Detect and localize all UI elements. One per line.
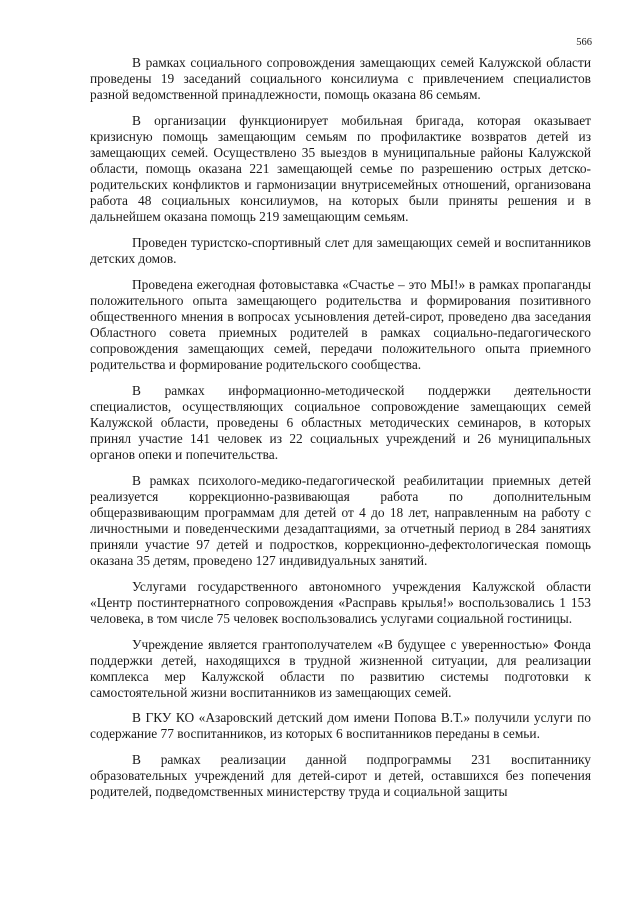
paragraph-photo-exhibition: Проведена ежегодная фотовыставка «Счастье – это МЫ!» в рамках пропаганды положительного опыта замещающего родительства и формирования позитивного общественного мнения в вопросах усыновления детей-сирот, проведено два заседания Областного совета приемных родителей в рамках социально-педагогического сопровождения замещающих семей, передачи положительного опыта приемного родительства и формирование родительского сообщества. [90, 276, 591, 373]
paragraph-methodical-support: В рамках информационно-методической поддержки деятельности специалистов, осуществляющих социальное сопровождение замещающих семей Калужской области, проведены 6 областных методических семинаров, в которых принял участие 141 человек из 22 социальных учреждений и 26 муниципальных органов опеки и попечительства. [90, 382, 591, 463]
paragraph-grant: Учреждение является грантополучателем «В будущее с уверенностью» Фонда поддержки детей, находящихся в трудной жизненной ситуации, для реализации комплекса мер Калужской области по развитию системы подготовки к самостоятельной жизни воспитанников из замещающих семей. [90, 636, 591, 700]
page-number: 566 [576, 37, 592, 48]
paragraph-mobile-brigade: В организации функционирует мобильная бригада, которая оказывает кризисную помощь замещающим семьям по профилактике возвратов детей из замещающих семей. Осуществлено 35 выездов в муниципальные районы Калужской области, помощь оказана 221 замещающей семье по разрешению острых детско-родительских конфликтов и гармонизации внутрисемейных отношений, организована работа 48 социальных консилиумов, на которых были приняты решения и в дальнейшем оказана помощь 219 замещающим семьям. [90, 112, 591, 225]
paragraph-consilium: В рамках социального сопровождения замещающих семей Калужской области проведены 19 заседаний социального консилиума с привлечением специалистов разной ведомственной принадлежности, помощь оказана 86 семьям. [90, 55, 591, 103]
paragraph-tourist-rally: Проведен туристско-спортивный слет для замещающих семей и воспитанников детских домов. [90, 234, 591, 267]
paragraph-subprogram: В рамках реализации данной подпрограммы 231 воспитаннику образовательных учреждений для детей-сирот и детей, оставшихся без попечения родителей, подведомственных министерству труда и социальной защиты [90, 752, 591, 800]
paragraph-post-boarding-center: Услугами государственного автономного учреждения Калужской области «Центр постинтернатного сопровождения «Расправь крылья!» воспользовались 1 153 человека, в том числе 75 человек воспользовались услугами социальной гостиницы. [90, 578, 591, 626]
paragraph-azarovsky-home: В ГКУ КО «Азаровский детский дом имени Попова В.Т.» получили услуги по содержание 77 воспитанников, из которых 6 воспитанников переданы в семьи. [90, 710, 591, 742]
paragraph-rehabilitation: В рамках психолого-медико-педагогической реабилитации приемных детей реализуется коррекционно-развивающая работа по дополнительным общеразвивающим программам для детей от 4 до 18 лет, направленным на работу с личностными и поведенческими дезадаптациями, за отчетный период в 284 занятиях приняли участие 97 детей и подростков, коррекционно-дефектологическая помощь оказана 35 детям, проведено 127 индивидуальных занятий. [90, 472, 591, 569]
